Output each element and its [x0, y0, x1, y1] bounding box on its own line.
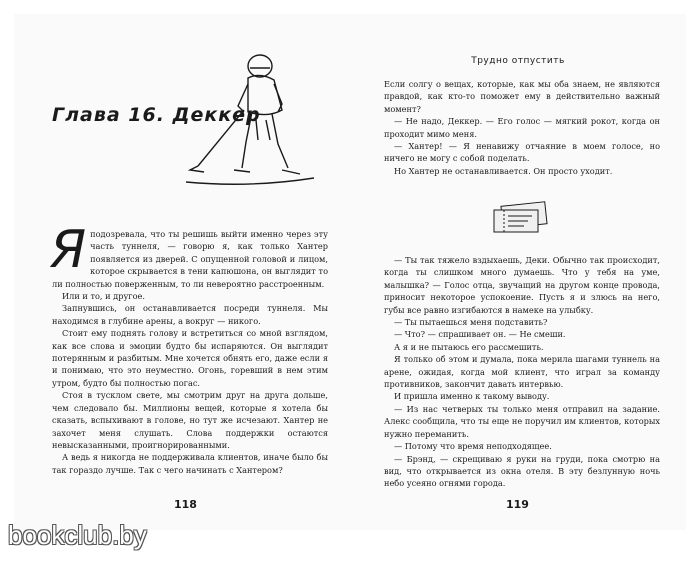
right-body-text-top	[384, 78, 660, 177]
tickets-icon	[490, 200, 550, 236]
paragraph: Или и то, и другое.	[62, 291, 145, 302]
site-watermark: bookclub.by	[8, 520, 147, 550]
paragraph: А я и не пытаюсь его рассмешить.	[394, 341, 544, 352]
page-number: 118	[174, 498, 197, 511]
left-page	[14, 14, 350, 530]
paragraph: — Из нас четверых ты только меня отправил на задание. Алекс сообщила, что ты еще не поручил им клиентов, которых нужно переманить.	[384, 403, 660, 439]
paragraph: Если солгу о вещах, которые, как мы оба знаем, не являются правдой, как кто-то поможет ему в действительно важный момент?	[384, 79, 660, 114]
paragraph: Яподозревала, что ты решишь выйти именно через эту часть туннеля, — говорю я, как только Хантер появляется из дверей. С опущенной головой и лицом, которое скрывается в тени капюшона, он выглядит то ли полностью поверженным, то ли невероятно расстроенным.	[50, 220, 328, 289]
page-number: 119	[506, 498, 529, 511]
paragraph: — Что? — спрашивает он. — Не смеши.	[394, 329, 566, 340]
paragraph: Но Хантер не останавливается. Он просто уходит.	[394, 165, 613, 176]
right-body-text-bottom	[384, 254, 660, 490]
book-spread	[14, 14, 686, 530]
paragraph: А ведь я никогда не поддерживала клиентов, иначе было бы так гораздо лучше. Так с чего начинать с Хантером?	[52, 452, 328, 475]
paragraph: — Потому что время неподходящее.	[394, 441, 552, 452]
paragraph: — Не надо, Деккер. — Его голос — мягкий рокот, когда он проходит мимо меня.	[384, 116, 660, 139]
paragraph: Запнувшись, он останавливается посреди туннеля. Мы находимся в глубине арены, а вокруг — никого.	[52, 303, 328, 326]
paragraph: — Ты так тяжело вздыхаешь, Деки. Обычно так происходит, когда ты слишком много думаешь. Что у тебя на уме, малышка? — Голос отца, звучащий на другом конце провода, приносит некоторое успокоение. Пусть я и злюсь на него, губы все равно изгибаются в намеке на улыбку.	[384, 255, 660, 315]
paragraph: Стоя в тусклом свете, мы смотрим друг на друга дольше, чем следовало бы. Миллионы вещей, которые я хотела бы сказать, вспыхивают в голове, но тут же исчезают. Хантер не захочет меня слушать. Слова поддержки остаются невысказанными, проигнорированными.	[52, 390, 328, 450]
running-head: Трудно отпустить	[471, 56, 565, 66]
chapter-title: Глава 16. Деккер	[52, 104, 261, 126]
paragraph: И пришла именно к такому выводу.	[394, 391, 550, 402]
left-body-text	[50, 220, 328, 476]
paragraph: Стоит ему поднять голову и встретиться со мной взглядом, как все слова и эмоции будто бы испаряются. Он выглядит потерянным и разбитым. Мне хочется обнять его, даже если я и понимаю, что это неуместно. Огонь, горевший в нем этим утром, будто бы полностью погас.	[52, 328, 328, 388]
dropcap: Я	[50, 220, 87, 280]
paragraph: — Брэнд, — скрещиваю я руки на груди, пока смотрю на вид, что открывается из окна отеля. В эту безлунную ночь небо усеяно огнями города.	[384, 453, 660, 489]
paragraph: — Хантер! — Я ненавижу отчаяние в моем голосе, но ничего не могу с собой поделать.	[384, 141, 660, 164]
right-page	[350, 14, 686, 530]
paragraph: — Ты пытаешься меня подставить?	[394, 317, 548, 328]
paragraph: Я только об этом и думала, пока мерила шагами туннель на арене, ожидая, когда мой клиент, что играл за команду противников, закончит давать интервью.	[384, 354, 660, 390]
